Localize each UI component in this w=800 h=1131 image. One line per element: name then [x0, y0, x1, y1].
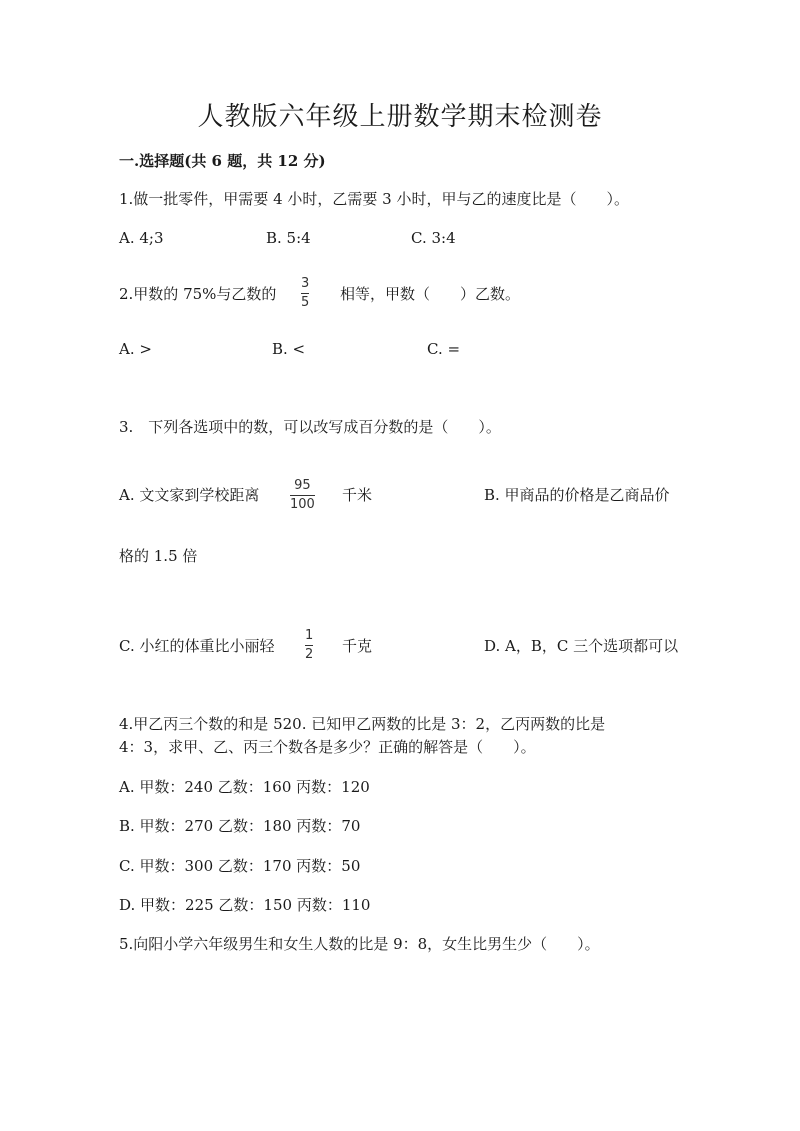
question-2-option-a: A. > [119, 340, 152, 358]
fraction-numerator: 1 [305, 628, 314, 643]
fraction-numerator: 3 [301, 276, 310, 291]
question-1-text: 1.做一批零件，甲需要 4 小时，乙需要 3 小时，甲与乙的速度比是（ ）。 [119, 190, 629, 208]
question-1-option-b: B. 5:4 [266, 229, 311, 247]
question-4-option-a: A. 甲数：240 乙数：160 丙数：120 [119, 778, 370, 796]
page-title: 人教版六年级上册数学期末检测卷 [197, 102, 603, 132]
question-3-option-a-after: 千米 [342, 486, 373, 504]
question-3-option-d: D. A，B，C 三个选项都可以 [484, 637, 679, 655]
fraction-denominator: 5 [301, 295, 310, 310]
question-4-option-d: D. 甲数：225 乙数：150 丙数：110 [119, 896, 371, 914]
section-heading: 一.选择题(共 6 题，共 12 分) [119, 152, 326, 170]
question-2-fraction [301, 276, 309, 311]
question-1-option-a: A. 4;3 [119, 229, 164, 247]
fraction-denominator: 100 [290, 497, 315, 512]
question-3-option-a-fraction [290, 478, 315, 513]
question-5-text: 5.向阳小学六年级男生和女生人数的比是 9：8，女生比男生少（ ）。 [119, 935, 600, 953]
fraction-bar [305, 645, 313, 646]
question-2-option-c: C. = [427, 340, 461, 358]
question-3-option-b-line2: 格的 1.5 倍 [119, 547, 198, 565]
question-3-option-a-before: A. 文文家到学校距离 [119, 486, 260, 504]
question-1-option-c: C. 3:4 [411, 229, 456, 247]
question-3-text: 3. 下列各选项中的数，可以改写成百分数的是（ ）。 [119, 418, 501, 436]
question-3-option-c-after: 千克 [342, 637, 373, 655]
question-2-text-after: 相等，甲数（ ）乙数。 [340, 285, 521, 303]
question-3-option-c-before: C. 小红的体重比小丽轻 [119, 637, 275, 655]
fraction-bar [290, 495, 315, 496]
question-3-option-b-line1: B. 甲商品的价格是乙商品价 [484, 486, 670, 504]
fraction-numerator: 95 [294, 478, 311, 493]
question-2-option-b: B. < [272, 340, 306, 358]
question-4-option-c: C. 甲数：300 乙数：170 丙数：50 [119, 857, 361, 875]
fraction-denominator: 2 [305, 647, 314, 662]
question-4-text-line2: 4：3，求甲、乙、丙三个数各是多少？正确的解答是（ ）。 [119, 738, 536, 756]
question-2-text-before: 2.甲数的 75%与乙数的 [119, 285, 277, 303]
question-4-option-b: B. 甲数：270 乙数：180 丙数：70 [119, 817, 361, 835]
fraction-bar [301, 293, 309, 294]
question-4-text-line1: 4.甲乙丙三个数的和是 520. 已知甲乙两数的比是 3：2，乙丙两数的比是 [119, 715, 606, 733]
question-3-option-c-fraction [305, 628, 313, 663]
